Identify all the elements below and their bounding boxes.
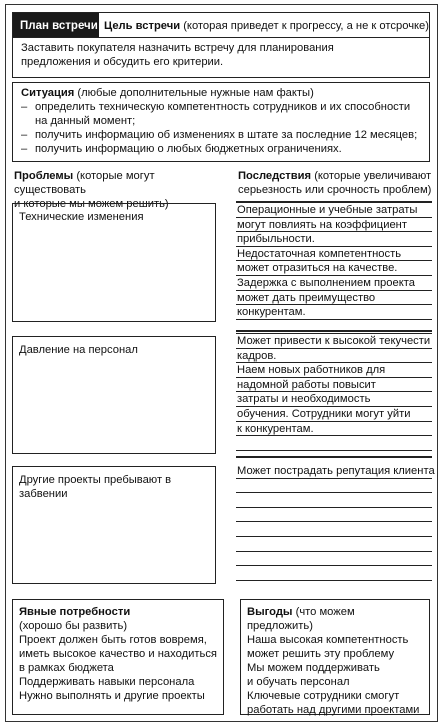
consequence-line: может дать преимущество: [236, 291, 432, 306]
consequence-line: [236, 320, 432, 335]
needs-line: Поддерживать навыки персонала: [19, 676, 195, 688]
benefits-line: работать над другими проектами: [247, 704, 420, 716]
problem-box: [12, 336, 216, 454]
consequence-line: конкурентам.: [236, 305, 432, 320]
needs-hint: (хорошо бы развить): [19, 620, 128, 632]
consequence-line: могут повлиять на коэффициент: [236, 218, 432, 233]
group-separator: [236, 456, 432, 458]
situation-item-cont: на данный момент;: [35, 115, 136, 127]
needs-line: в рамках бюджета: [19, 662, 114, 674]
consequences-hint: (которые увеличивают: [314, 170, 432, 182]
goal-text-line: предложения и обсудить его критерии.: [21, 56, 224, 68]
needs-title: Явные потребности: [19, 606, 131, 618]
consequences-hint-cont: серьезность или срочность проблем): [238, 184, 432, 196]
situation-item: [21, 100, 421, 114]
problem-text: Технические изменения: [19, 211, 144, 223]
consequence-line: затраты и необходимость: [236, 392, 432, 407]
consequence-line: к конкурентам.: [236, 422, 432, 437]
consequence-line: Может привести к высокой текучести: [237, 335, 431, 347]
situation-item-text: получить информацию о любых бюджетных ограничениях.: [35, 143, 342, 155]
consequence-line: Недостаточная компетентность: [236, 247, 432, 262]
problem-box: [12, 466, 216, 584]
consequence-line: обучения. Сотрудники могут уйти: [236, 407, 432, 422]
goal-hint: (которая приведет к прогрессу, а не к отсрочке): [183, 20, 429, 32]
needs-line: иметь высокое качество и находиться: [19, 648, 217, 660]
goal-label: Цель встречи: [104, 20, 181, 32]
consequence-line: [236, 537, 432, 552]
benefits-line: Мы можем поддерживать: [247, 662, 380, 674]
plan-label: План встречи: [13, 13, 99, 37]
consequence-line: [236, 522, 432, 537]
benefits-line: и обучать персонал: [247, 676, 350, 688]
consequence-line: Наем новых работников для: [236, 363, 432, 378]
consequence-group: [236, 201, 432, 334]
problems-title: Проблемы: [14, 170, 74, 182]
benefits-line: может решить эту проблему: [247, 648, 395, 660]
group-separator: [236, 330, 432, 332]
situation-hint: (любые дополнительные нужные нам факты): [77, 87, 314, 99]
problem-box: [12, 203, 216, 322]
benefits-line: Наша высокая компетентность: [247, 634, 409, 646]
consequence-line: Может пострадать репутация клиента: [237, 465, 435, 477]
situation-heading: [21, 86, 421, 100]
consequence-line: прибыльности.: [236, 232, 432, 247]
consequence-line: надомной работы повысит: [236, 378, 432, 393]
needs-line: Нужно выполнять и другие проекты: [19, 690, 205, 702]
consequence-line: [236, 493, 432, 508]
benefits-line: Ключевые сотрудники смогут: [247, 690, 400, 702]
consequence-group: [236, 464, 435, 581]
situation-item-text: получить информацию об изменениях в штате за последние 12 месяцев;: [35, 129, 418, 141]
consequence-line: [236, 552, 432, 567]
dash: –: [21, 129, 28, 141]
consequence-line: может отразиться на качестве.: [236, 261, 432, 276]
explicit-needs-box: [12, 599, 224, 715]
consequence-line: кадров.: [236, 349, 432, 364]
problem-text: Другие проекты пребывают в забвении: [19, 474, 172, 500]
goal-text-box: [12, 37, 430, 78]
dash: –: [21, 143, 28, 155]
consequence-line: Операционные и учебные затраты: [236, 203, 432, 218]
consequence-line: Задержка с выполнением проекта: [236, 276, 432, 291]
dash: –: [21, 101, 28, 113]
consequence-line: [236, 508, 432, 523]
situation-title: Ситуация: [21, 87, 75, 99]
consequences-title: Последствия: [238, 170, 312, 182]
consequences-heading: [238, 169, 438, 197]
consequence-line: [236, 566, 432, 581]
problem-text: Давление на персонал: [19, 344, 138, 356]
consequence-line: [236, 479, 432, 494]
goal-heading: [99, 13, 429, 37]
problems-hint-cont: и которые мы можем решить): [14, 198, 169, 210]
goal-text-line: Заставить покупателя назначить встречу для планирования: [21, 42, 334, 54]
problems-hint: (которые могут существовать: [14, 170, 155, 196]
situation-item-text: определить техническую компетентность сотрудников и их способности: [35, 101, 411, 113]
situation-box: [12, 82, 430, 162]
needs-line: Проект должен быть готов вовремя,: [19, 634, 207, 646]
benefits-hint: (что можем предложить): [247, 606, 355, 632]
benefits-box: [240, 599, 430, 715]
situation-item: [21, 128, 421, 142]
meeting-plan-header: [12, 12, 430, 38]
benefits-title: Выгоды: [247, 606, 293, 618]
consequence-line: [236, 436, 432, 451]
consequence-group: [236, 334, 432, 451]
situation-item: [21, 142, 421, 156]
